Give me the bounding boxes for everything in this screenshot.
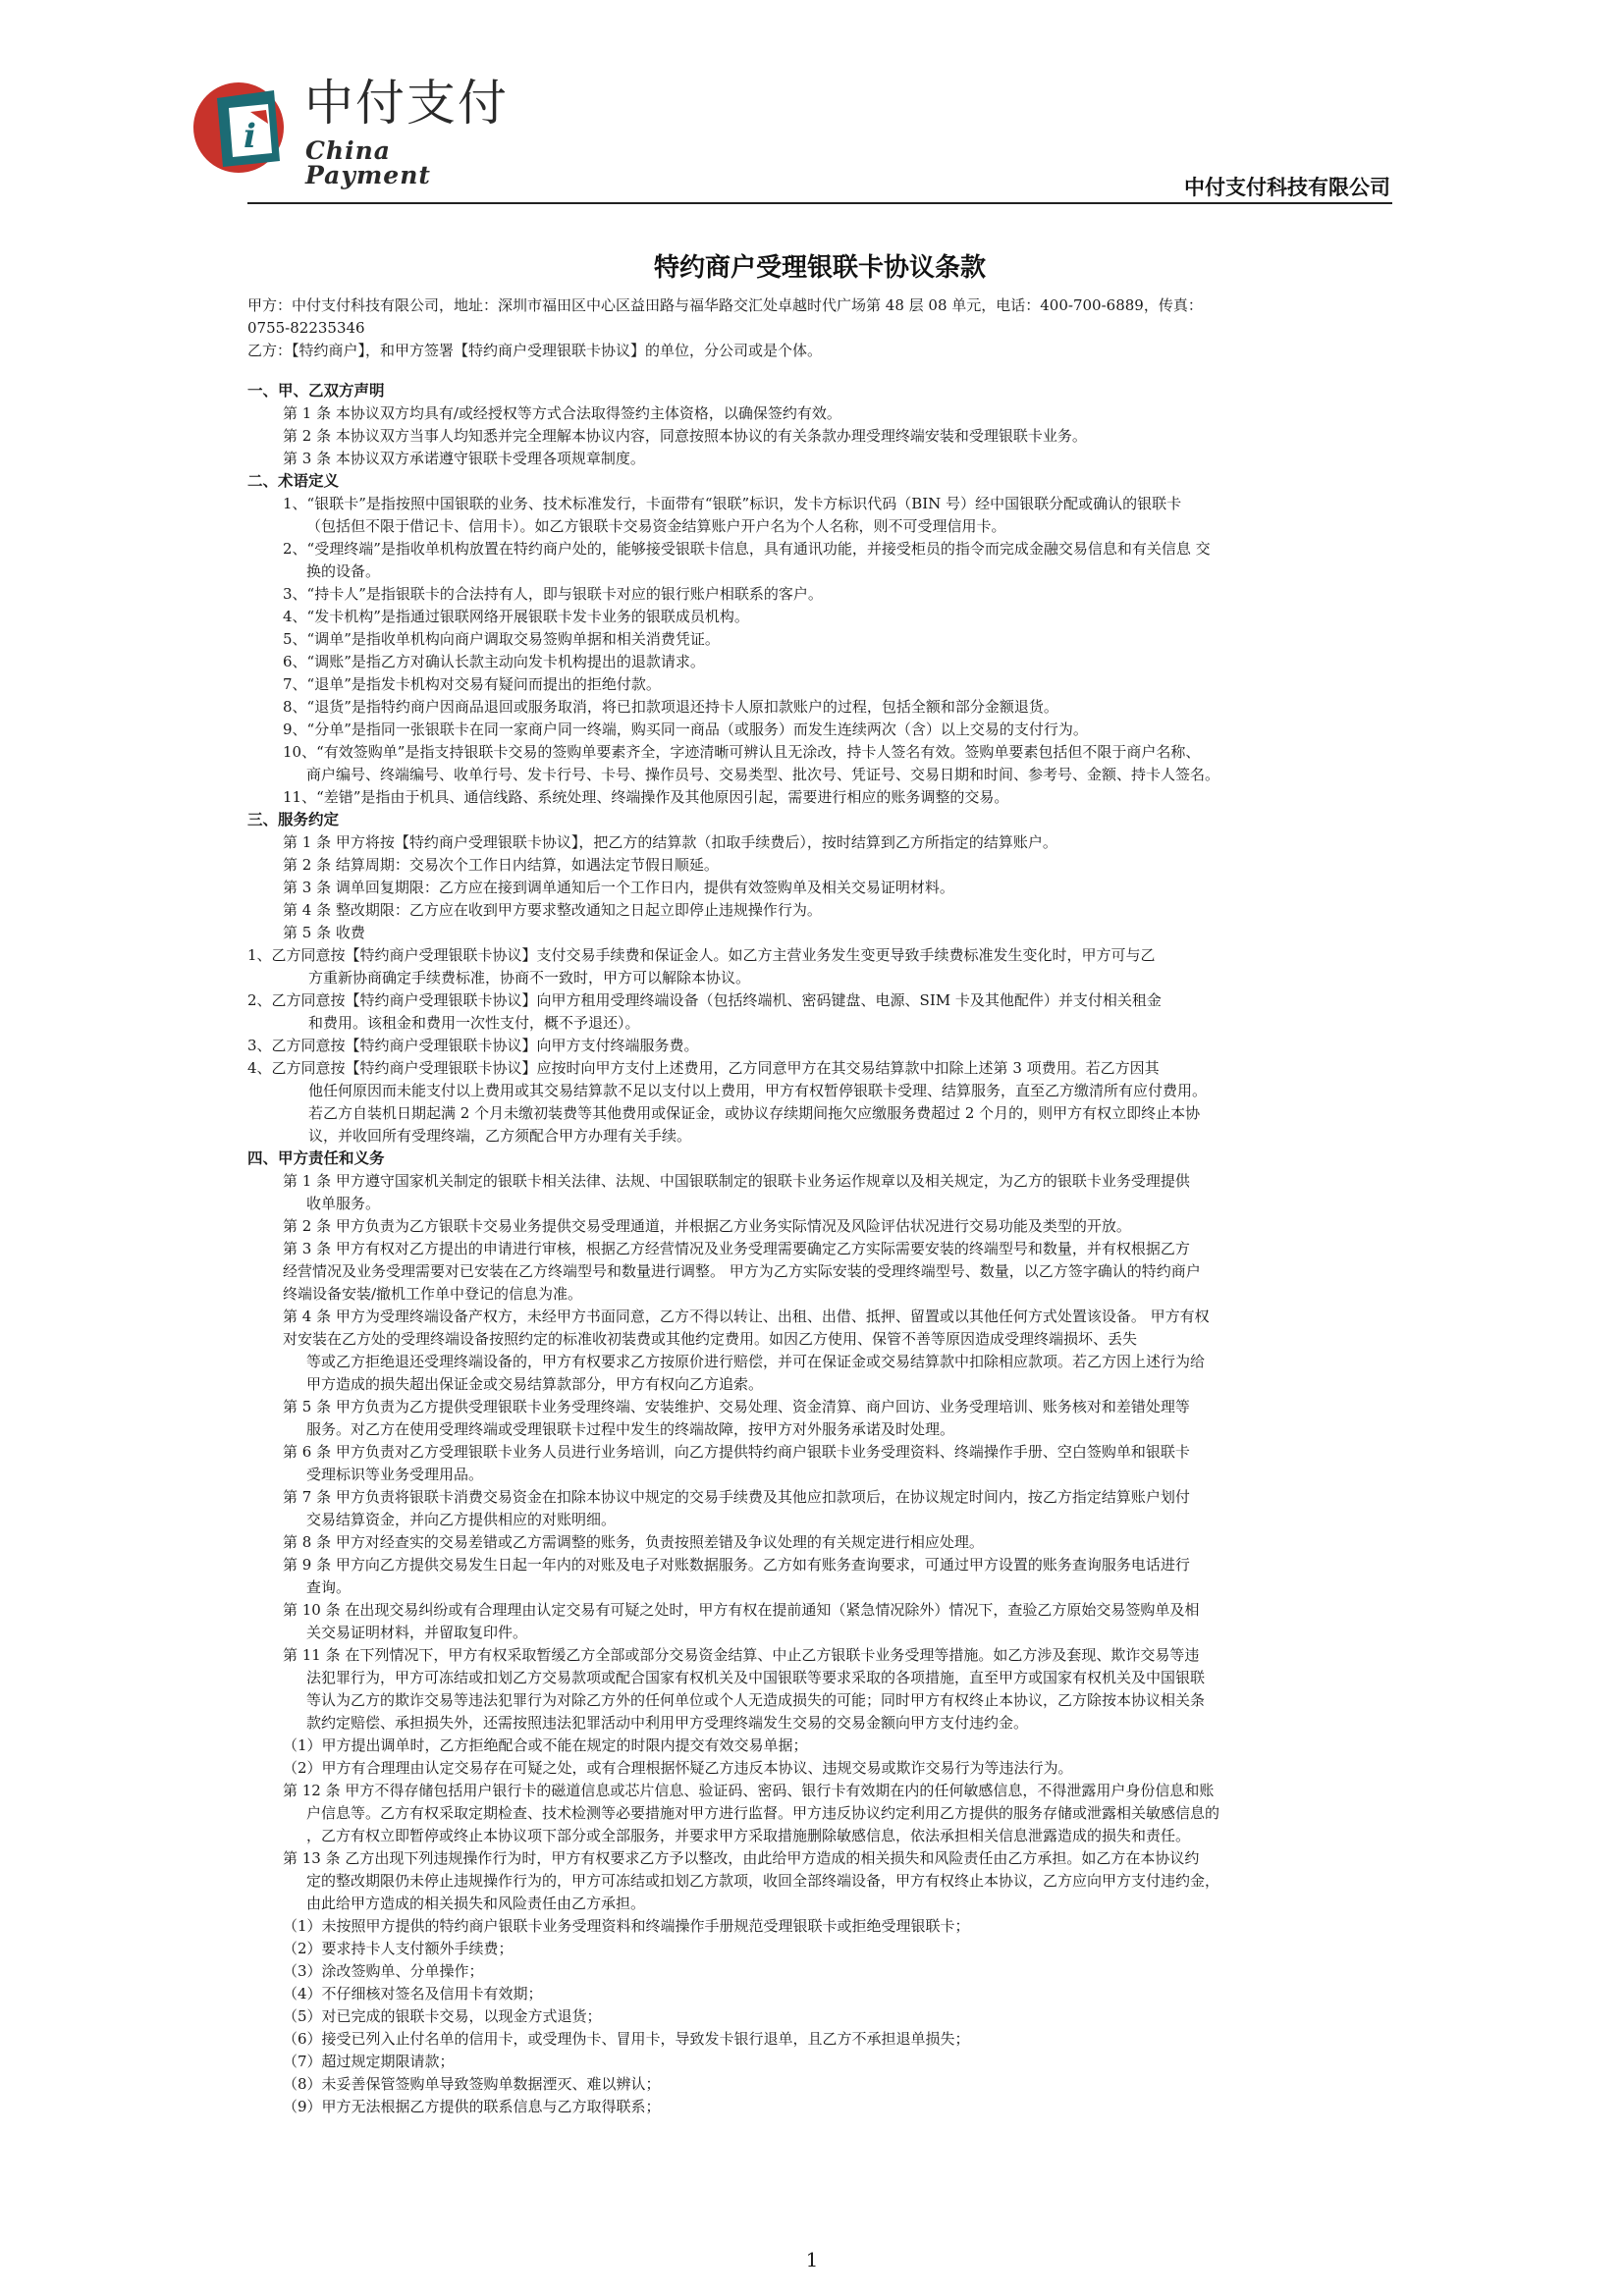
violation-item: （7）超过规定期限请款；: [283, 2053, 455, 2070]
logo-chinese-name: 中付支付: [304, 75, 509, 132]
clause: 第 3 条 调单回复期限：乙方应在接到调单通知后一个工作日内，提供有效签购单及相关交易证明材料。: [283, 879, 954, 896]
clause-continued: 等或乙方拒绝退还受理终端设备的，甲方有权要求乙方按原价进行赔偿，并可在保证金或交易结算款中扣除相应款项。若乙方因上述行为给: [306, 1353, 1206, 1370]
section-heading: 一、甲、乙双方声明: [247, 382, 385, 400]
fee-item: 4、乙方同意按【特约商户受理银联卡协议】应按时向甲方支付上述费用，乙方同意甲方在其交易结算款中扣除上述第 3 项费用。若乙方因其: [247, 1059, 1160, 1077]
clause-continued: 对安装在乙方处的受理终端设备按照约定的标准收初装费或其他约定费用。如因乙方使用、保管不善等原因造成受理终端损坏、丢失: [283, 1330, 1138, 1348]
fee-item-continued: 议，并收回所有受理终端，乙方须配合甲方办理有关手续。: [308, 1127, 692, 1145]
violation-item: （8）未妥善保管签购单导致签购单数据湮灭、难以辨认；: [283, 2075, 661, 2093]
definition: 1、“银联卡”是指按照中国银联的业务、技术标准发行，卡面带有“银联”标识，发卡方标识代码（BIN 号）经中国银联分配或确认的银联卡: [283, 495, 1182, 512]
clause: 第 9 条 甲方向乙方提供交易发生日起一年内的对账及电子对账数据服务。乙方如有账务查询要求，可通过甲方设置的账务查询服务电话进行: [283, 1556, 1190, 1574]
violation-item: （4）不仔细核对签名及信用卡有效期；: [283, 1985, 543, 2002]
fee-item: 1、乙方同意按【特约商户受理银联卡协议】支付交易手续费和保证金人。如乙方主营业务发生变更导致手续费标准发生变化时，甲方可与乙: [247, 946, 1156, 964]
violation-item: （1）未按照甲方提供的特约商户银联卡业务受理资料和终端操作手册规范受理银联卡或拒绝受理银联卡；: [283, 1917, 970, 1935]
clause-sub-item: （2）甲方有合理理由认定交易存在可疑之处，或有合理根据怀疑乙方违反本协议、违规交易或欺诈交易行为等违法行为。: [283, 1759, 1073, 1777]
definition: 6、“调账”是指乙方对确认长款主动向发卡机构提出的退款请求。: [283, 653, 705, 670]
clause-continued: 经营情况及业务受理需要对已安装在乙方终端型号和数量进行调整。 甲方为乙方实际安装的受理终端型号、数量，以乙方签字确认的特约商户: [283, 1262, 1201, 1280]
section-heading: 二、术语定义: [247, 472, 340, 490]
clause: 第 3 条 甲方有权对乙方提出的申请进行审核，根据乙方经营情况及业务受理需要确定乙方实际需要安装的终端型号和数量，并有权根据乙方: [283, 1240, 1190, 1257]
china-payment-logo-icon: [189, 77, 299, 175]
svg-text:i: i: [244, 117, 256, 156]
clause: 第 10 条 在出现交易纠纷或有合理理由认定交易有可疑之处时，甲方有权在提前通知（紧急情况除外）情况下，查验乙方原始交易签购单及相: [283, 1601, 1200, 1619]
clause: 第 7 条 甲方负责将银联卡消费交易资金在扣除本协议中规定的交易手续费及其他应扣款项后，在协议规定时间内，按乙方指定结算账户划付: [283, 1488, 1190, 1506]
violation-item: （9）甲方无法根据乙方提供的联系信息与乙方取得联系；: [283, 2098, 661, 2115]
definition: 7、“退单”是指发卡机构对交易有疑问而提出的拒绝付款。: [283, 675, 661, 693]
clause-continued: 法犯罪行为，甲方可冻结或扣划乙方交易款项或配合国家有权机关及中国银联等要求采取的各项措施，直至甲方或国家有权机关及中国银联: [306, 1669, 1206, 1686]
definition: 4、“发卡机构”是指通过银联网络开展银联卡发卡业务的银联成员机构。: [283, 608, 749, 625]
violation-item: （3）涂改签购单、分单操作；: [283, 1962, 484, 1980]
document-title: 特约商户受理银联卡协议条款: [653, 253, 986, 283]
clause-sub-item: （1）甲方提出调单时，乙方拒绝配合或不能在规定的时限内提交有效交易单据；: [283, 1736, 808, 1754]
clause: 第 6 条 甲方负责对乙方受理银联卡业务人员进行业务培训，向乙方提供特约商户银联卡业务受理资料、终端操作手册、空白签购单和银联卡: [283, 1443, 1190, 1461]
clause: 第 5 条 收费: [283, 924, 365, 941]
clause: 第 8 条 甲方对经查实的交易差错或乙方需调整的账务，负责按照差错及争议处理的有关规定进行相应处理。: [283, 1533, 984, 1551]
clause-continued: ，乙方有权立即暂停或终止本协议项下部分或全部服务，并要求甲方采取措施删除敏感信息，依法承担相关信息泄露造成的损失和责任。: [306, 1827, 1191, 1844]
document-body: [247, 294, 1422, 2118]
clause-continued: 甲方造成的损失超出保证金或交易结算款部分，甲方有权向乙方追索。: [306, 1375, 764, 1393]
section-heading: 三、服务约定: [247, 811, 340, 828]
clause: 第 2 条 结算周期：交易次个工作日内结算，如遇法定节假日顺延。: [283, 856, 719, 874]
fee-item-continued: 若乙方自装机日期起满 2 个月未缴初装费等其他费用或保证金，或协议存续期间拖欠应缴服务费超过 2 个月的，则甲方有权立即终止本协: [308, 1104, 1201, 1122]
clause-continued: 收单服务。: [306, 1195, 381, 1212]
definition: 5、“调单”是指收单机构向商户调取交易签购单据和相关消费凭证。: [283, 630, 720, 648]
definition: 8、“退货”是指特约商户因商品退回或服务取消，将已扣款项退还持卡人原扣款账户的过程，包括全额和部分金额退货。: [283, 698, 1058, 716]
violation-item: （6）接受已列入止付名单的信用卡，或受理伪卡、冒用卡，导致发卡银行退单，且乙方不承担退单损失；: [283, 2030, 970, 2048]
fee-item: 2、乙方同意按【特约商户受理银联卡协议】向甲方租用受理终端设备（包括终端机、密码键盘、电源、SIM 卡及其他配件）并支付相关租金: [247, 991, 1162, 1009]
clause: 第 1 条 本协议双方均具有/或经授权等方式合法取得签约主体资格，以确保签约有效。: [283, 404, 841, 422]
clause: 第 12 条 甲方不得存储包括用户银行卡的磁道信息或芯片信息、验证码、密码、银行卡有效期在内的任何敏感信息，不得泄露用户身份信息和账: [283, 1782, 1215, 1799]
clause-continued: 由此给甲方造成的相关损失和风险责任由乙方承担。: [306, 1895, 646, 1912]
violation-item: （2）要求持卡人支付额外手续费；: [283, 1940, 514, 1957]
clause: 第 4 条 甲方为受理终端设备产权方，未经甲方书面同意，乙方不得以转让、出租、出借、抵押、留置或以其他任何方式处置该设备。 甲方有权: [283, 1308, 1210, 1325]
clause: 第 5 条 甲方负责为乙方提供受理银联卡业务受理终端、安装维护、交易处理、资金清算、商户回访、业务受理培训、账务核对和差错处理等: [283, 1398, 1190, 1415]
definition-continued: 商户编号、终端编号、收单行号、发卡行号、卡号、操作员号、交易类型、批次号、凭证号、交易日期和时间、参考号、金额、持卡人签名。: [306, 766, 1220, 783]
clause: 第 4 条 整改期限：乙方应在收到甲方要求整改通知之日起立即停止违规操作行为。: [283, 901, 822, 919]
fee-item-continued: 他任何原因而未能支付以上费用或其交易结算款不足以支付以上费用，甲方有权暂停银联卡受理、结算服务，直至乙方缴清所有应付费用。: [308, 1082, 1208, 1099]
definition: 2、“受理终端”是指收单机构放置在特约商户处的，能够接受银联卡信息，具有通讯功能，并接受柜员的指令而完成金融交易信息和有关信息 交: [283, 540, 1211, 558]
definition: 10、“有效签购单”是指支持银联卡交易的签购单要素齐全，字迹清晰可辨认且无涂改，持卡人签名有效。签购单要素包括但不限于商户名称、: [283, 743, 1201, 761]
definition-continued: 换的设备。: [306, 562, 381, 580]
definition: 9、“分单”是指同一张银联卡在同一家商户同一终端，购买同一商品（或服务）而发生连续两次（含）以上交易的支付行为。: [283, 721, 1088, 738]
header-company-name: 中付支付科技有限公司: [1184, 176, 1390, 199]
company-logo: [189, 75, 523, 189]
definition-continued: （包括但不限于借记卡、信用卡）。如乙方银联卡交易资金结算账户开户名为个人名称，则不可受理信用卡。: [306, 517, 1006, 535]
clause: 第 1 条 甲方遵守国家机关制定的银联卡相关法律、法规、中国银联制定的银联卡业务运作规章以及相关规定，为乙方的银联卡业务受理提供: [283, 1172, 1190, 1190]
clause-continued: 款约定赔偿、承担损失外，还需按照违法犯罪活动中利用甲方受理终端发生交易的交易金额向甲方支付违约金。: [306, 1714, 1029, 1732]
logo-english-name: China Payment: [305, 136, 431, 189]
clause-continued: 等认为乙方的欺诈交易等违法犯罪行为对除乙方外的任何单位或个人无造成损失的可能；同时甲方有权终止本协议，乙方除按本协议相关条: [306, 1691, 1206, 1709]
clause: 第 11 条 在下列情况下，甲方有权采取暂缓乙方全部或部分交易资金结算、中止乙方银联卡业务受理等措施。如乙方涉及套现、欺诈交易等违: [283, 1646, 1200, 1664]
clause: 第 3 条 本协议双方承诺遵守银联卡受理各项规章制度。: [283, 450, 645, 467]
clause-continued: 关交易证明材料，并留取复印件。: [306, 1624, 528, 1641]
definition: 11、“差错”是指由于机具、通信线路、系统处理、终端操作及其他原因引起，需要进行相应的账务调整的交易。: [283, 788, 1009, 806]
clause: 第 2 条 甲方负责为乙方银联卡交易业务提供交易受理通道，并根据乙方业务实际情况及风险评估状况进行交易功能及类型的开放。: [283, 1217, 1131, 1235]
page-number: 1: [805, 2248, 819, 2271]
clause-continued: 查询。: [306, 1578, 352, 1596]
clause: 第 1 条 甲方将按【特约商户受理银联卡协议】，把乙方的结算款（扣取手续费后），按时结算到乙方所指定的结算账户。: [283, 833, 1057, 851]
clause-continued: 交易结算资金，并向乙方提供相应的对账明细。: [306, 1511, 617, 1528]
clause-continued: 受理标识等业务受理用品。: [306, 1466, 484, 1483]
clause-continued: 服务。对乙方在使用受理终端或受理银联卡过程中发生的终端故障，按甲方对外服务承诺及时处理。: [306, 1420, 955, 1438]
fee-item: 3、乙方同意按【特约商户受理银联卡协议】向甲方支付终端服务费。: [247, 1037, 699, 1054]
party-b-line: 乙方：【特约商户】，和甲方签署【特约商户受理银联卡协议】的单位，分公司或是个体。: [247, 342, 823, 359]
clause: 第 2 条 本协议双方当事人均知悉并完全理解本协议内容，同意按照本协议的有关条款办理受理终端安装和受理银联卡业务。: [283, 427, 1087, 445]
party-a-line: 甲方：中付支付科技有限公司，地址：深圳市福田区中心区益田路与福华路交汇处卓越时代广场第 48 层 08 单元，电话：400-700-6889，传真：: [247, 296, 1203, 314]
section-heading: 四、甲方责任和义务: [247, 1149, 385, 1167]
fee-item-continued: 和费用。该租金和费用一次性支付，概不予退还）。: [308, 1014, 640, 1032]
violation-item: （5）对已完成的银联卡交易，以现金方式退货；: [283, 2007, 602, 2025]
party-a-fax: 0755-82235346: [247, 319, 365, 337]
clause: 第 13 条 乙方出现下列违规操作行为时，甲方有权要求乙方予以整改，由此给甲方造成的相关损失和风险责任由乙方承担。如乙方在本协议约: [283, 1849, 1200, 1867]
clause-continued: 定的整改期限仍未停止违规操作行为的，甲方可冻结或扣划乙方款项，收回全部终端设备，甲方有权终止本协议，乙方应向甲方支付违约金，: [306, 1872, 1220, 1890]
header-divider: [247, 202, 1392, 204]
clause-continued: 户信息等。乙方有权采取定期检查、技术检测等必要措施对甲方进行监督。甲方违反协议约定利用乙方提供的服务存储或泄露相关敏感信息的: [306, 1804, 1220, 1822]
fee-item-continued: 方重新协商确定手续费标准，协商不一致时，甲方可以解除本协议。: [308, 969, 751, 987]
clause-continued: 终端设备安装/撤机工作单中登记的信息为准。: [283, 1285, 583, 1303]
definition: 3、“持卡人”是指银联卡的合法持有人，即与银联卡对应的银行账户相联系的客户。: [283, 585, 823, 603]
